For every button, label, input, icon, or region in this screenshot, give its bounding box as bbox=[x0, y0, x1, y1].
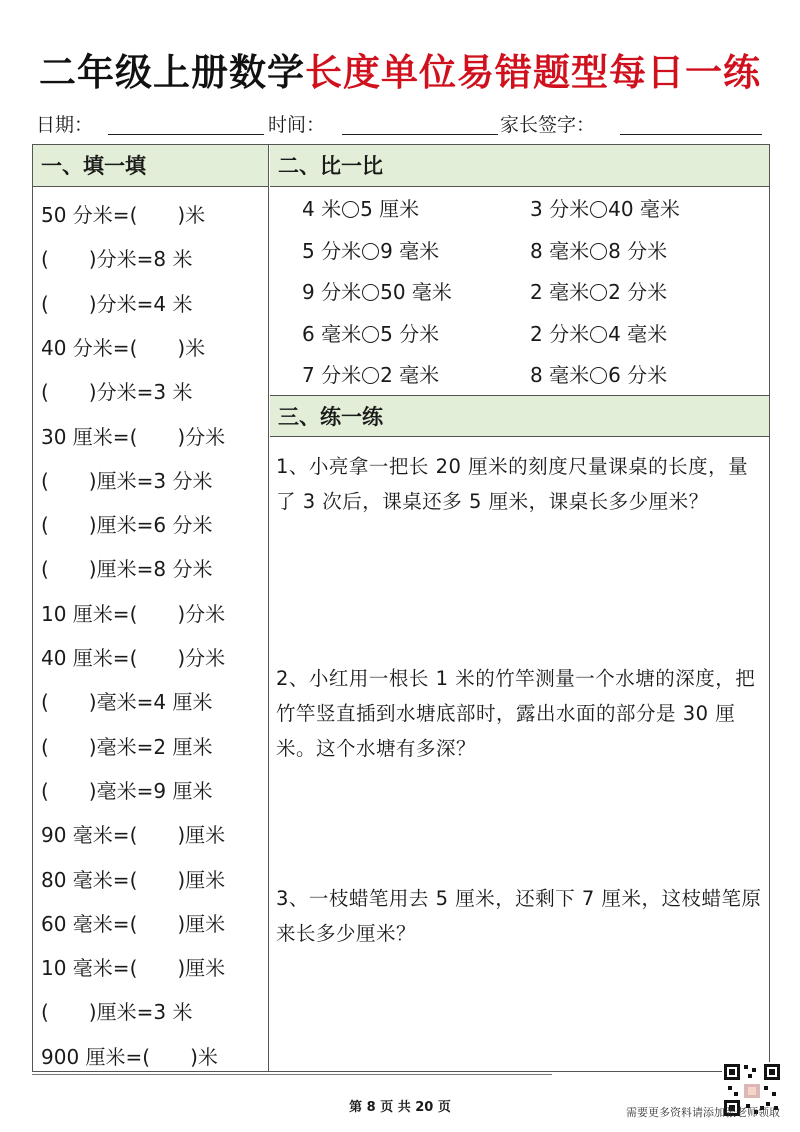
fill-in-item: ( )厘米=6 分米 bbox=[41, 513, 213, 538]
compare-left: 4 米 bbox=[302, 197, 342, 221]
header-fields bbox=[36, 110, 766, 140]
compare-right: 2 毫米 bbox=[380, 363, 440, 387]
compare-left: 8 毫米 bbox=[530, 363, 590, 387]
compare-item bbox=[302, 278, 452, 306]
fill-in-item: ( )毫米=9 厘米 bbox=[41, 778, 213, 803]
fill-in-item: 900 厘米=( )米 bbox=[41, 1044, 218, 1069]
compare-circle-blank[interactable] bbox=[362, 284, 379, 301]
problem-3: 3、一枝蜡笔用去 5 厘米，还剩下 7 厘米，这枝蜡笔原来长多少厘米？ bbox=[276, 887, 762, 945]
fill-in-column bbox=[33, 145, 269, 1071]
time-field[interactable] bbox=[342, 134, 498, 135]
time-label: 时间： bbox=[268, 114, 326, 136]
compare-left: 7 分米 bbox=[302, 363, 362, 387]
compare-right: 40 毫米 bbox=[608, 197, 680, 221]
compare-circle-blank[interactable] bbox=[362, 243, 379, 260]
fill-in-item: ( )分米=4 米 bbox=[41, 291, 193, 316]
compare-left: 9 分米 bbox=[302, 280, 362, 304]
compare-item bbox=[302, 237, 439, 265]
compare-item bbox=[302, 195, 419, 223]
section-fill-heading: 一、填一填 bbox=[33, 145, 268, 187]
fill-in-item: 90 毫米=( )厘米 bbox=[41, 823, 226, 848]
compare-left: 6 毫米 bbox=[302, 321, 362, 346]
problem-1: 1、小亮拿一把长 20 厘米的刻度尺量课桌的长度，量了 3 次后，课桌还多 5 厘米，课桌长多少厘米？ bbox=[276, 455, 749, 513]
parent-sign-label: 家长签字： bbox=[500, 114, 596, 136]
qr-caption: 需要更多资料请添加张老师领取 bbox=[626, 1106, 780, 1119]
date-field[interactable] bbox=[108, 134, 264, 135]
compare-right: 50 毫米 bbox=[380, 280, 452, 304]
fill-in-item: 10 厘米=( )分米 bbox=[41, 601, 226, 626]
compare-circle-blank[interactable] bbox=[342, 201, 359, 218]
compare-left: 5 分米 bbox=[302, 238, 362, 263]
compare-left: 2 毫米 bbox=[530, 280, 590, 304]
fill-in-item: 30 厘米=( )分米 bbox=[41, 424, 226, 449]
worksheet bbox=[32, 144, 770, 1072]
date-label: 日期： bbox=[36, 114, 94, 136]
compare-left: 8 毫米 bbox=[530, 238, 590, 263]
compare-left: 3 分米 bbox=[530, 197, 590, 221]
compare-circle-blank[interactable] bbox=[590, 201, 607, 218]
compare-item bbox=[302, 361, 439, 389]
right-column bbox=[270, 145, 769, 1071]
compare-right: 5 厘米 bbox=[360, 197, 420, 221]
parent-sign-field[interactable] bbox=[620, 134, 762, 135]
compare-left: 2 分米 bbox=[530, 321, 590, 346]
compare-circle-blank[interactable] bbox=[590, 243, 607, 260]
compare-item bbox=[530, 237, 667, 265]
fill-in-item: 60 毫米=( )厘米 bbox=[41, 911, 226, 936]
section-compare-heading: 二、比一比 bbox=[270, 145, 769, 187]
compare-right: 4 毫米 bbox=[608, 321, 668, 346]
fill-in-item: ( )分米=8 米 bbox=[41, 247, 193, 272]
fill-in-item: ( )毫米=2 厘米 bbox=[41, 734, 213, 759]
compare-circle-blank[interactable] bbox=[590, 326, 607, 343]
problem-2: 2、小红用一根长 1 米的竹竿测量一个水塘的深度，把竹竿竖直插到水塘底部时，露出水面的部分是 30 厘米。这个水塘有多深？ bbox=[276, 667, 756, 760]
fill-in-item: 80 毫米=( )厘米 bbox=[41, 867, 226, 892]
fill-in-item: ( )毫米=4 厘米 bbox=[41, 690, 213, 715]
compare-right: 9 毫米 bbox=[380, 238, 440, 263]
compare-right: 2 分米 bbox=[608, 280, 668, 304]
section-practice-heading: 三、练一练 bbox=[270, 395, 769, 437]
compare-item bbox=[530, 278, 667, 306]
fill-in-item: ( )分米=3 米 bbox=[41, 380, 193, 405]
compare-item bbox=[530, 195, 680, 223]
compare-right: 6 分米 bbox=[608, 363, 668, 387]
page-number: 第 8 页 共 20 页 bbox=[349, 1100, 451, 1115]
compare-right: 5 分米 bbox=[380, 321, 440, 346]
compare-circle-blank[interactable] bbox=[590, 367, 607, 384]
fill-in-item: ( )厘米=3 米 bbox=[41, 1000, 193, 1025]
compare-item bbox=[302, 320, 439, 348]
title-topic: 长度单位易错题型每日一练 bbox=[305, 51, 761, 94]
fill-in-item: ( )厘米=3 分米 bbox=[41, 468, 213, 493]
compare-circle-blank[interactable] bbox=[362, 326, 379, 343]
compare-right: 8 分米 bbox=[608, 238, 668, 263]
compare-item bbox=[530, 361, 667, 389]
fill-in-item: 40 厘米=( )分米 bbox=[41, 646, 226, 670]
compare-circle-blank[interactable] bbox=[590, 284, 607, 301]
footer-divider bbox=[32, 1074, 552, 1075]
compare-item bbox=[530, 320, 667, 348]
page-title bbox=[0, 42, 800, 96]
title-grade: 二年级上册数学 bbox=[39, 51, 305, 94]
fill-in-item: 40 分米=( )米 bbox=[41, 335, 206, 360]
fill-in-item: 10 毫米=( )厘米 bbox=[41, 956, 226, 981]
fill-in-item: ( )厘米=8 分米 bbox=[41, 557, 213, 582]
fill-in-item: 50 分米=( )米 bbox=[41, 203, 206, 227]
compare-circle-blank[interactable] bbox=[362, 367, 379, 384]
